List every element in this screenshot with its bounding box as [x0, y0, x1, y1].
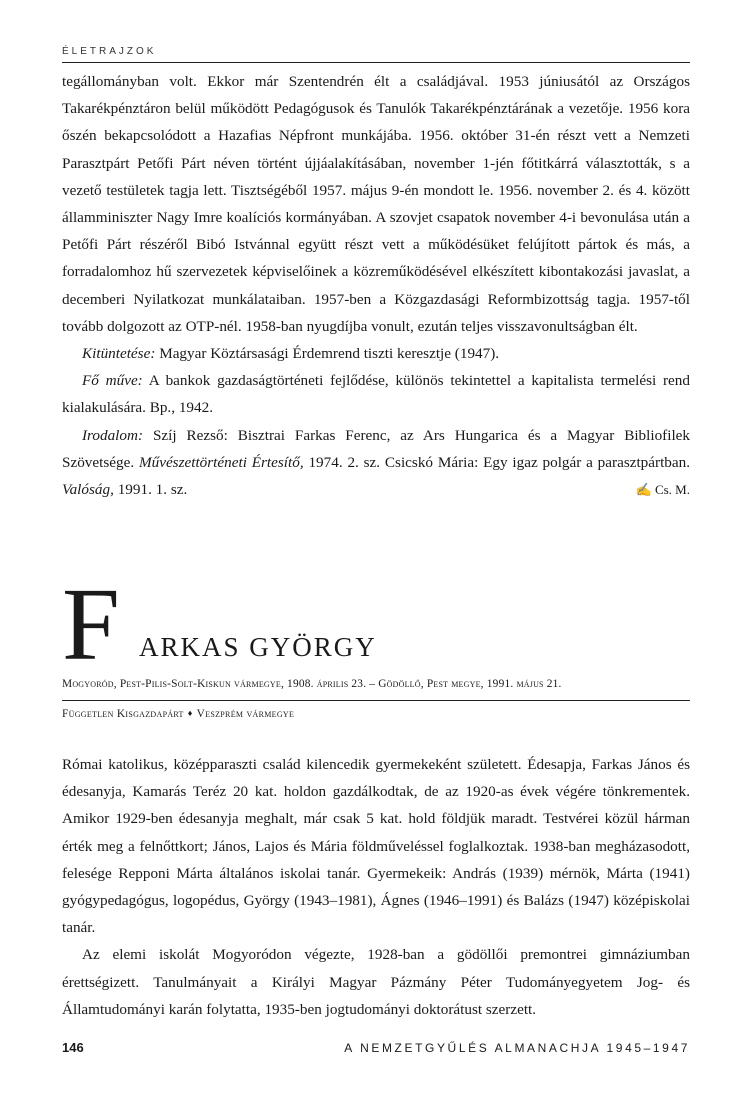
- header-rule: [62, 62, 690, 63]
- entry-heading: [62, 567, 690, 682]
- entry-continuation: [62, 68, 690, 503]
- literature-label: Irodalom:: [82, 426, 144, 444]
- award-text: Magyar Köztársasági Érdemrend tiszti keresztje (1947).: [159, 345, 500, 363]
- constituency: Veszprém vármegye: [196, 708, 295, 720]
- work-paragraph: [62, 367, 690, 421]
- literature-journal-1: Művészettörténeti Értesítő,: [138, 453, 304, 471]
- literature-text-1: Szíj Rezső: Bisztrai Farkas Ferenc, az Ars Hungarica és a Magyar Bibliofilek Szövetsége.: [62, 426, 691, 471]
- running-head: ÉLETRAJZOK: [62, 46, 157, 57]
- work-text: A bankok gazdaságtörténeti fejlődése, különös tekintettel a kapitalista termelési rend kialakulására. Bp., 1942.: [62, 372, 690, 417]
- entry-body: [62, 751, 690, 1023]
- page-number: 146: [62, 1040, 84, 1055]
- page-footer: [62, 1040, 690, 1055]
- award-paragraph: [62, 340, 690, 367]
- party-line: [62, 708, 294, 720]
- book-title: A NEMZETGYŰLÉS ALMANACHJA 1945–1947: [344, 1041, 690, 1055]
- birth-death-line: Mogyoród, Pest-Pilis-Solt-Kiskun vármegye, 1908. április 23. – Gödöllő, Pest megye, 1991. május 21.: [62, 678, 562, 690]
- main-paragraph: tegállományban volt. Ekkor már Szentendrén élt a családjával. 1953 júniusától az Országos Takarékpénztáron belül működött Pedagógusok és Tanulók Takarékpénztárának a vezetője. 1956 kora őszén bekapcsolódott a Hazafias Népfront munkájába. 1956. október 31-én részt vett a Nemzeti Parasztpárt Petőfi Párt néven történt újjáalakításában, november 1-jén főtitkárrá választották, s a vezető testületek tagja lett. Tisztségéből 1957. május 9-én mondott le. 1956. november 2. és 4. között államminiszter Nagy Imre koalíciós kormányában. A szovjet csapatok november 4-i bevonulása után a Petőfi Párt részéről Bibó Istvánnal együtt részt vett a működésüket felújított pártok és más, a forradalomhoz hű szervezetek képviselőinek a közreműködésével elkészített kibontakozási javaslat, a decemberi Nyilatkozat munkálataiban. 1957-ben a Közgazdasági Reformbizottság tagja. 1957-től tovább dolgozott az OTP-nél. 1958-ban nyugdíjba vonult, ezután teljes visszavonultságban élt.: [62, 73, 690, 335]
- diamond-icon: ♦: [187, 708, 193, 718]
- literature-text-2: 1974. 2. sz. Csicskó Mária: Egy igaz polgár a parasztpártban.: [308, 453, 691, 471]
- literature-text-3: 1991. 1. sz.: [117, 481, 188, 499]
- author-signature: [616, 476, 690, 503]
- literature-paragraph: [62, 422, 690, 504]
- work-label: Fő műve:: [82, 372, 143, 390]
- party-name: Független Kisgazdapárt: [62, 708, 184, 720]
- pen-icon: ✍: [635, 482, 652, 498]
- literature-journal-2: Valóság,: [62, 481, 114, 499]
- entry-name: ARKAS GYÖRGY: [139, 632, 377, 662]
- award-label: Kitüntetése:: [82, 345, 156, 363]
- drop-cap-initial: F: [62, 567, 120, 682]
- entry-rule: [62, 700, 690, 701]
- biography-paragraph-1: Római katolikus, középparaszti család kilencedik gyermekeként született. Édesapja, Farkas János és édesanyja, Kamarás Teréz 20 kat. holdon gazdálkodtak, de az 1920-as évek végére tönkrementek. Amikor 1929-ben édesanyja meghalt, már csak 5 kat. hold földjük maradt. Testvérei közül hárman érték meg a felnőttkort; János, Lajos és Mária földműveléssel foglalkoztak. 1938-ban megházasodott, felesége Repponi Márta általános iskolai tanár. Gyermekeik: András (1939) mérnök, Márta (1941) gyógypedagógus, logopédus, György (1943–1981), Ágnes (1946–1991) és Balázs (1947) középiskolai tanár.: [62, 756, 690, 937]
- biography-paragraph-2: Az elemi iskolát Mogyoródon végezte, 1928-ban a gödöllői premontrei gimnáziumban érettségizett. Tanulmányait a Királyi Magyar Pázmány Péter Tudományegyetem Jog- és Államtudományi karán folytatta, 1935-ben jogtudományi doktorátust szerzett.: [62, 946, 690, 1018]
- author-initials: Cs. M.: [654, 482, 690, 498]
